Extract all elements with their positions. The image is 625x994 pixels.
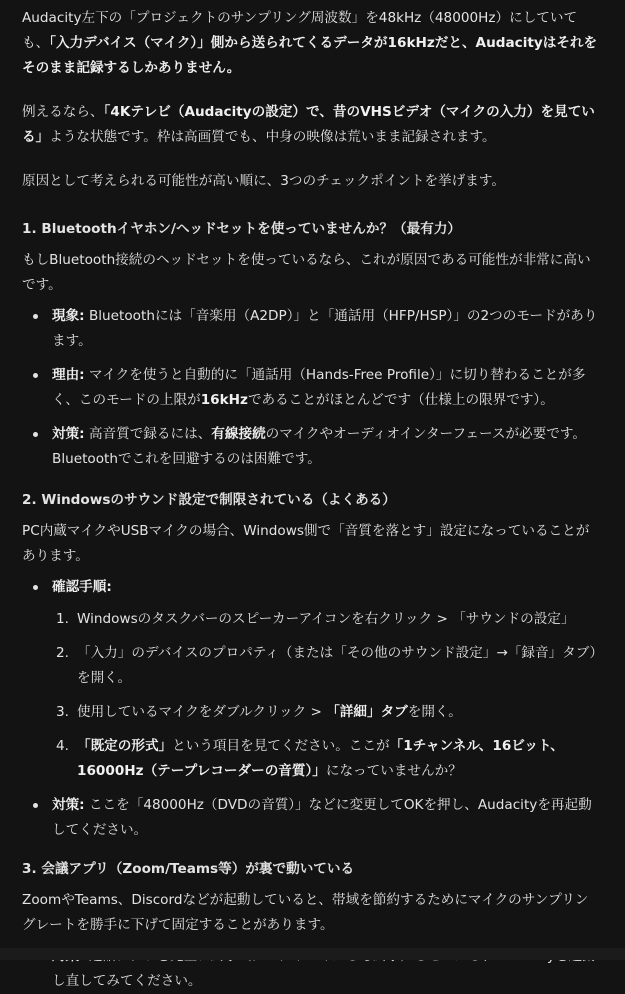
- section-heading: 3. 会議アプリ（Zoom/Teams等）が裏で動いている: [22, 861, 355, 877]
- bullet-label: 確認手順:: [52, 579, 112, 595]
- section-heading: 1. Bluetoothイヤホン/ヘッドセットを使っていませんか？（最有力）: [22, 221, 462, 237]
- step-item: [52, 700, 601, 725]
- intro-paragraph-1: [22, 6, 601, 81]
- bullet-label: 理由:: [52, 367, 85, 383]
- bullet-item: [22, 793, 601, 843]
- bottom-divider: [0, 948, 625, 960]
- bullet-text: 高音質で録るには、: [88, 426, 212, 442]
- intro-paragraph-2: [22, 100, 601, 150]
- bullet-dot-icon: [33, 432, 38, 437]
- bullet-text: であることがほとんどです（仕様上の限界です）。: [247, 392, 554, 408]
- step-text: になっていませんか？: [325, 763, 462, 779]
- bullet-list: [22, 575, 601, 843]
- bullet-label: 対策:: [52, 797, 85, 813]
- bullet-dot-icon: [33, 803, 38, 808]
- section-intro: もしBluetooth接続のヘッドセットを使っているなら、これが原因である可能性が非常に高いです。: [22, 252, 591, 293]
- analogy-text-end: ような状態です。枠は高画質でも、中身の映像は荒いまま記録されます。: [49, 129, 496, 145]
- step-number: 1.: [56, 611, 69, 627]
- bullet-item: [22, 363, 601, 413]
- step-text: 「入力」のデバイスのプロパティ（または「その他のサウンド設定」→「録音」タブ）を開く。: [77, 645, 597, 686]
- bullet-text: マイクを使うと自動的に「通話用（Hands-Free Profile）」に切り替わることが多く、このモードの上限が: [52, 367, 586, 408]
- bullet-text: し直してみてください。: [52, 973, 202, 989]
- step-text: という項目を見てください。ここが: [172, 738, 390, 754]
- intro-bold-text: 「入力デバイス（マイク）」側から送られてくるデータが16kHzだと、Audacityはそれをそのまま記録するしかありません。: [22, 35, 598, 76]
- bullet-text: ここを「48000Hz（DVDの音質）」などに変更してOKを押し、Audacityを再起動してください。: [52, 797, 592, 838]
- step-item: [52, 607, 601, 632]
- intro-text: Audacity左下の「プロジェクトのサンプリング周波数」を48kHz（48000Hz）にしていても、: [22, 10, 578, 51]
- bullet-dot-icon: [33, 585, 38, 590]
- step-text: 使用しているマイクをダブルクリック >: [77, 704, 327, 720]
- step-bold-text: 「詳細」タブ: [326, 704, 408, 720]
- step-number: 3.: [56, 704, 69, 720]
- section-meeting-apps: [22, 857, 601, 994]
- bullet-item: [22, 575, 601, 784]
- step-number: 2.: [56, 645, 69, 661]
- bullet-item: [22, 304, 601, 354]
- section-bluetooth: [22, 217, 601, 472]
- step-bold-text: 「既定の形式」: [77, 738, 173, 754]
- section-heading: 2. Windowsのサウンド設定で制限されている（よくある）: [22, 492, 396, 508]
- step-number: 4.: [56, 738, 69, 754]
- section-windows-sound: [22, 488, 601, 843]
- bullet-dot-icon: [33, 314, 38, 319]
- step-text: Windowsのタスクバーのスピーカーアイコンを右クリック > 「サウンドの設定」: [77, 611, 575, 627]
- step-text: を開く。: [407, 704, 462, 720]
- step-item: [52, 641, 601, 691]
- bullet-item: [22, 422, 601, 472]
- section-intro: PC内蔵マイクやUSBマイクの場合、Windows側で「音質を落とす」設定になっていることがあります。: [22, 523, 590, 564]
- bullet-text: のマイクやオーディオインターフェースが必要です。Bluetoothでこれを回避するのは困難です。: [52, 426, 586, 467]
- bullet-label: 対策:: [52, 426, 85, 442]
- intro-paragraph-3: 原因として考えられる可能性が高い順に、3つのチェックポイントを挙げます。: [22, 173, 505, 189]
- analogy-bold-text: 「4Kテレビ（Audacityの設定）で、昔のVHSビデオ（マイクの入力）を見ている」: [22, 104, 595, 145]
- bullet-list: [22, 304, 601, 472]
- bullet-bold-text: 16kHz: [200, 392, 248, 408]
- step-bold-text: 「1チャンネル、16ビット、16000Hz（テープレコーダーの音質）」: [77, 738, 564, 779]
- bullet-bold-text: 有線接続: [211, 426, 266, 442]
- bullet-label: 現象:: [52, 308, 85, 324]
- step-item: [52, 734, 601, 784]
- bullet-dot-icon: [33, 373, 38, 378]
- section-intro: ZoomやTeams、Discordなどが起動していると、帯域を節約するためにマイクのサンプリングレートを勝手に下げて固定することがあります。: [22, 892, 589, 933]
- bullet-text: Bluetoothには「音楽用（A2DP）」と「通話用（HFP/HSP）」の2つのモードがあります。: [52, 308, 598, 349]
- analogy-text: 例えるなら、: [22, 104, 104, 120]
- numbered-steps: [52, 607, 601, 784]
